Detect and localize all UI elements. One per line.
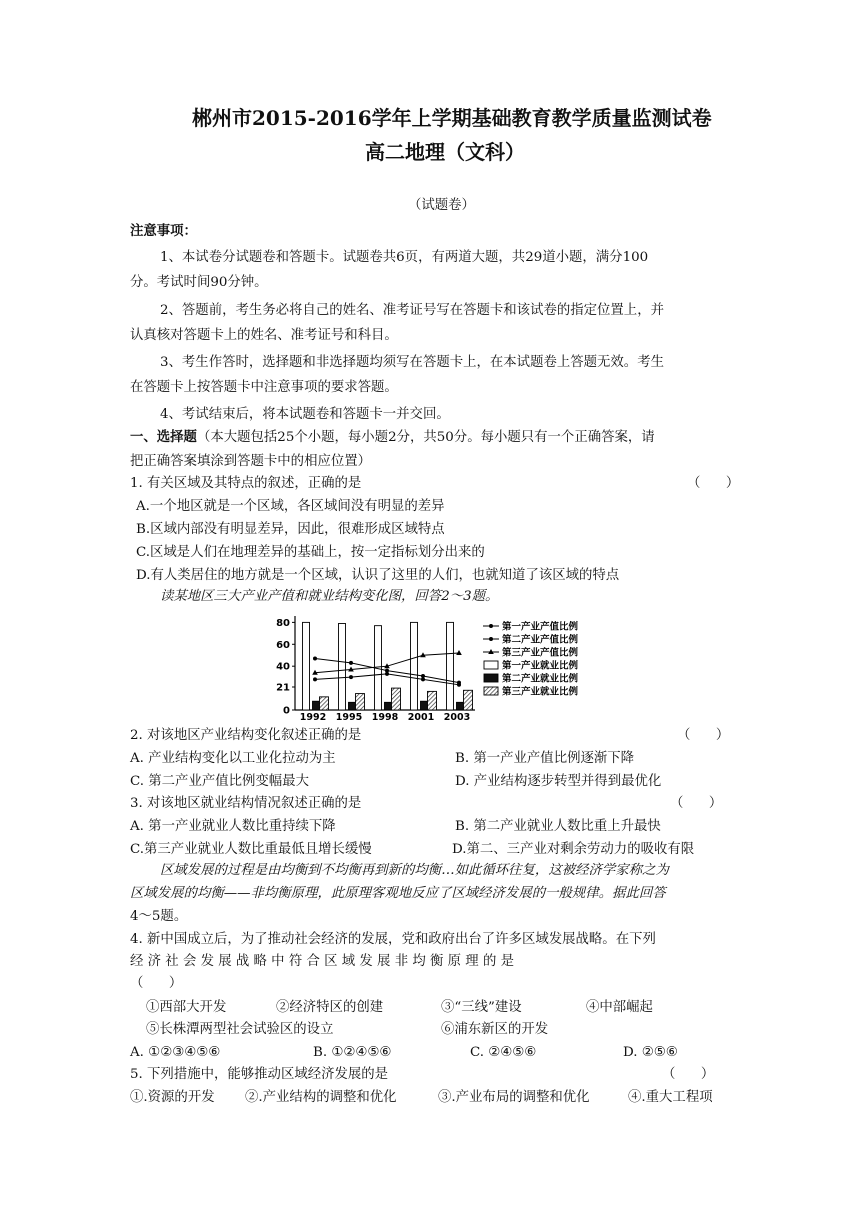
point-secondary-output xyxy=(457,683,461,687)
q2-option-a: A. 产业结构变化以工业化拉动为主 xyxy=(130,751,336,766)
bar-secondary-employment xyxy=(421,701,428,710)
x-tick-label: 1995 xyxy=(335,712,363,723)
q4-option-a: A. ①②③④⑤⑥ xyxy=(130,1045,221,1060)
point-secondary-output xyxy=(421,677,425,681)
legend-label: 第一产业产值比例 xyxy=(502,621,579,633)
q2-3-intro: 读某地区三大产业产值和就业结构变化图，回答2～3题。 xyxy=(160,589,499,604)
bar-primary-employment xyxy=(447,622,454,710)
x-tick-label: 2001 xyxy=(407,712,435,723)
legend-bar-swatch xyxy=(484,674,498,682)
q4-5-intro-line-2: 区域发展的均衡——非均衡原理，此原理客观地反应了区域经济发展的一般规律。据此回答 xyxy=(130,886,666,901)
q5-stem: 5. 下列措施中，能够推动区域经济发展的是 xyxy=(130,1067,389,1082)
industry-structure-chart xyxy=(275,612,595,727)
bar-tertiary-employment xyxy=(428,691,437,710)
q5-item-4: ④.重大工程项 xyxy=(628,1090,713,1105)
q3-option-a: A. 第一产业就业人数比重持续下降 xyxy=(130,819,336,834)
bar-secondary-employment xyxy=(457,702,464,710)
point-primary-output xyxy=(313,657,317,661)
q4-answer-blank: （ ） xyxy=(130,976,183,991)
bar-primary-employment xyxy=(303,622,310,710)
chart-lines xyxy=(312,650,462,687)
x-tick-label: 1998 xyxy=(371,712,399,723)
q4-item-3: ③“三线”建设 xyxy=(441,1000,522,1015)
section-1-desc: （本大题包括25个小题，每小题2分，共50分。每小题只有一个正确答案，请 xyxy=(196,430,655,445)
q4-stem: 4. 新中国成立后，为了推动社会经济的发展，党和政府出台了许多区域发展战略。在下列 xyxy=(130,932,656,947)
chart-legend xyxy=(483,621,579,698)
notice-item-3: 3、考生作答时，选择题和非选择题均须写在答题卡上，在本试题卷上答题无效。考生 xyxy=(160,355,664,370)
q3-stem: 3. 对该地区就业结构情况叙述正确的是 xyxy=(130,796,362,811)
exam-title: 郴州市2015-2016学年上学期基础教育教学质量监测试卷 xyxy=(192,106,712,130)
section-1-desc-cont: 把正确答案填涂到答题卡中的相应位置） xyxy=(130,454,372,469)
notice-item-1: 1、本试卷分试题卷和答题卡。试题卷共6页，有两道大题，共29道小题，满分100 xyxy=(160,250,649,265)
q4-option-b: B. ①②④⑤⑥ xyxy=(313,1045,392,1060)
q5-item-2: ②.产业结构的调整和优化 xyxy=(245,1090,397,1105)
point-secondary-output xyxy=(313,677,317,681)
q4-5-intro-line-1: 区域发展的过程是由均衡到不均衡再到新的均衡…如此循环往复，这被经济学家称之为 xyxy=(160,863,669,878)
point-tertiary-output xyxy=(456,650,462,655)
q3-answer-blank: （ ） xyxy=(670,796,723,811)
bar-tertiary-employment xyxy=(464,690,473,710)
notice-item-1-cont: 分。考试时间90分钟。 xyxy=(130,275,268,290)
notice-item-4: 4、考试结束后，将本试题卷和答题卡一并交回。 xyxy=(160,407,450,422)
bar-tertiary-employment xyxy=(320,697,329,710)
q4-5-intro-line-3: 4～5题。 xyxy=(130,909,188,924)
notice-item-3-cont: 在答题卡上按答题卡中注意事项的要求答题。 xyxy=(130,380,398,395)
bar-secondary-employment xyxy=(313,701,320,710)
notice-item-2-cont: 认真核对答题卡上的姓名、准考证号和科目。 xyxy=(130,328,398,343)
legend-label: 第二产业产值比例 xyxy=(502,634,579,646)
y-tick-label: 80 xyxy=(276,617,290,629)
q4-item-1: ①西部大开发 xyxy=(146,1000,227,1015)
paper-type-label: （试题卷） xyxy=(408,198,475,213)
section-1-title: 一、选择题 xyxy=(130,429,197,445)
q3-option-c: C.第三产业就业人数比重最低且增长缓慢 xyxy=(130,842,372,857)
q2-option-c: C. 第二产业产值比例变幅最大 xyxy=(130,774,309,789)
point-primary-output xyxy=(349,661,353,665)
legend-label: 第三产业就业比例 xyxy=(502,686,579,698)
bar-secondary-employment xyxy=(385,702,392,710)
q1-option-a: A.一个地区就是一个区域，各区域间没有明显的差异 xyxy=(136,499,445,514)
notice-item-2: 2、答题前，考生务必将自己的姓名、准考证号写在答题卡和该试卷的指定位置上，并 xyxy=(160,303,664,318)
x-tick-label: 1992 xyxy=(299,712,327,723)
legend-marker xyxy=(489,637,493,641)
notice-heading: 注意事项： xyxy=(130,223,197,239)
x-tick-label: 2003 xyxy=(443,712,471,723)
bar-primary-employment xyxy=(411,622,418,710)
legend-bar-swatch xyxy=(484,661,498,669)
bar-tertiary-employment xyxy=(356,694,365,710)
exam-subtitle: 高二地理（文科） xyxy=(365,140,525,164)
q4-item-6: ⑥浦东新区的开发 xyxy=(441,1022,549,1037)
point-secondary-output xyxy=(385,672,389,676)
q2-option-d: D. 产业结构逐步转型并得到最优化 xyxy=(455,774,662,789)
y-tick-label: 21 xyxy=(276,682,290,694)
bar-primary-employment xyxy=(339,623,346,710)
q1-option-b: B.区域内部没有明显差异，因此，很难形成区域特点 xyxy=(136,522,445,537)
point-secondary-output xyxy=(349,675,353,679)
bar-tertiary-employment xyxy=(392,688,401,710)
q3-option-b: B. 第二产业就业人数比重上升最快 xyxy=(455,819,661,834)
q2-answer-blank: （ ） xyxy=(677,728,730,743)
q1-answer-blank: （ ） xyxy=(687,476,740,491)
q4-item-5: ⑤长株潭两型社会试验区的设立 xyxy=(146,1022,334,1037)
q4-option-d: D. ②⑤⑥ xyxy=(623,1045,678,1060)
y-tick-label: 40 xyxy=(276,661,290,673)
q4-item-4: ④中部崛起 xyxy=(586,1000,653,1015)
section-1-heading xyxy=(130,431,655,444)
legend-label: 第二产业就业比例 xyxy=(502,673,579,685)
bar-secondary-employment xyxy=(349,702,356,710)
legend-label: 第三产业产值比例 xyxy=(502,647,579,659)
q3-option-d: D.第二、三产业对剩余劳动力的吸收有限 xyxy=(452,842,695,857)
q5-item-3: ③.产业布局的调整和优化 xyxy=(438,1090,590,1105)
q4-stem-cont: 经 济 社 会 发 展 战 略 中 符 合 区 域 发 展 非 均 衡 原 理 的 是 xyxy=(130,954,514,969)
legend-marker xyxy=(489,624,493,628)
q2-option-b: B. 第一产业产值比例逐渐下降 xyxy=(455,751,635,766)
q1-stem: 1. 有关区域及其特点的叙述，正确的是 xyxy=(130,476,362,491)
q4-option-c: C. ②④⑤⑥ xyxy=(470,1045,537,1060)
q1-option-c: C.区域是人们在地理差异的基础上，按一定指标划分出来的 xyxy=(136,545,485,560)
q4-item-2: ②经济特区的创建 xyxy=(276,1000,384,1015)
y-tick-label: 0 xyxy=(283,705,290,717)
legend-label: 第一产业就业比例 xyxy=(502,660,579,672)
q5-answer-blank: （ ） xyxy=(662,1067,715,1082)
legend-bar-swatch xyxy=(484,687,498,695)
y-tick-label: 60 xyxy=(276,639,290,651)
q2-stem: 2. 对该地区产业结构变化叙述正确的是 xyxy=(130,728,362,743)
q1-option-d: D.有人类居住的地方就是一个区域，认识了这里的人们，也就知道了该区域的特点 xyxy=(136,568,620,583)
q5-item-1: ①.资源的开发 xyxy=(130,1090,215,1105)
